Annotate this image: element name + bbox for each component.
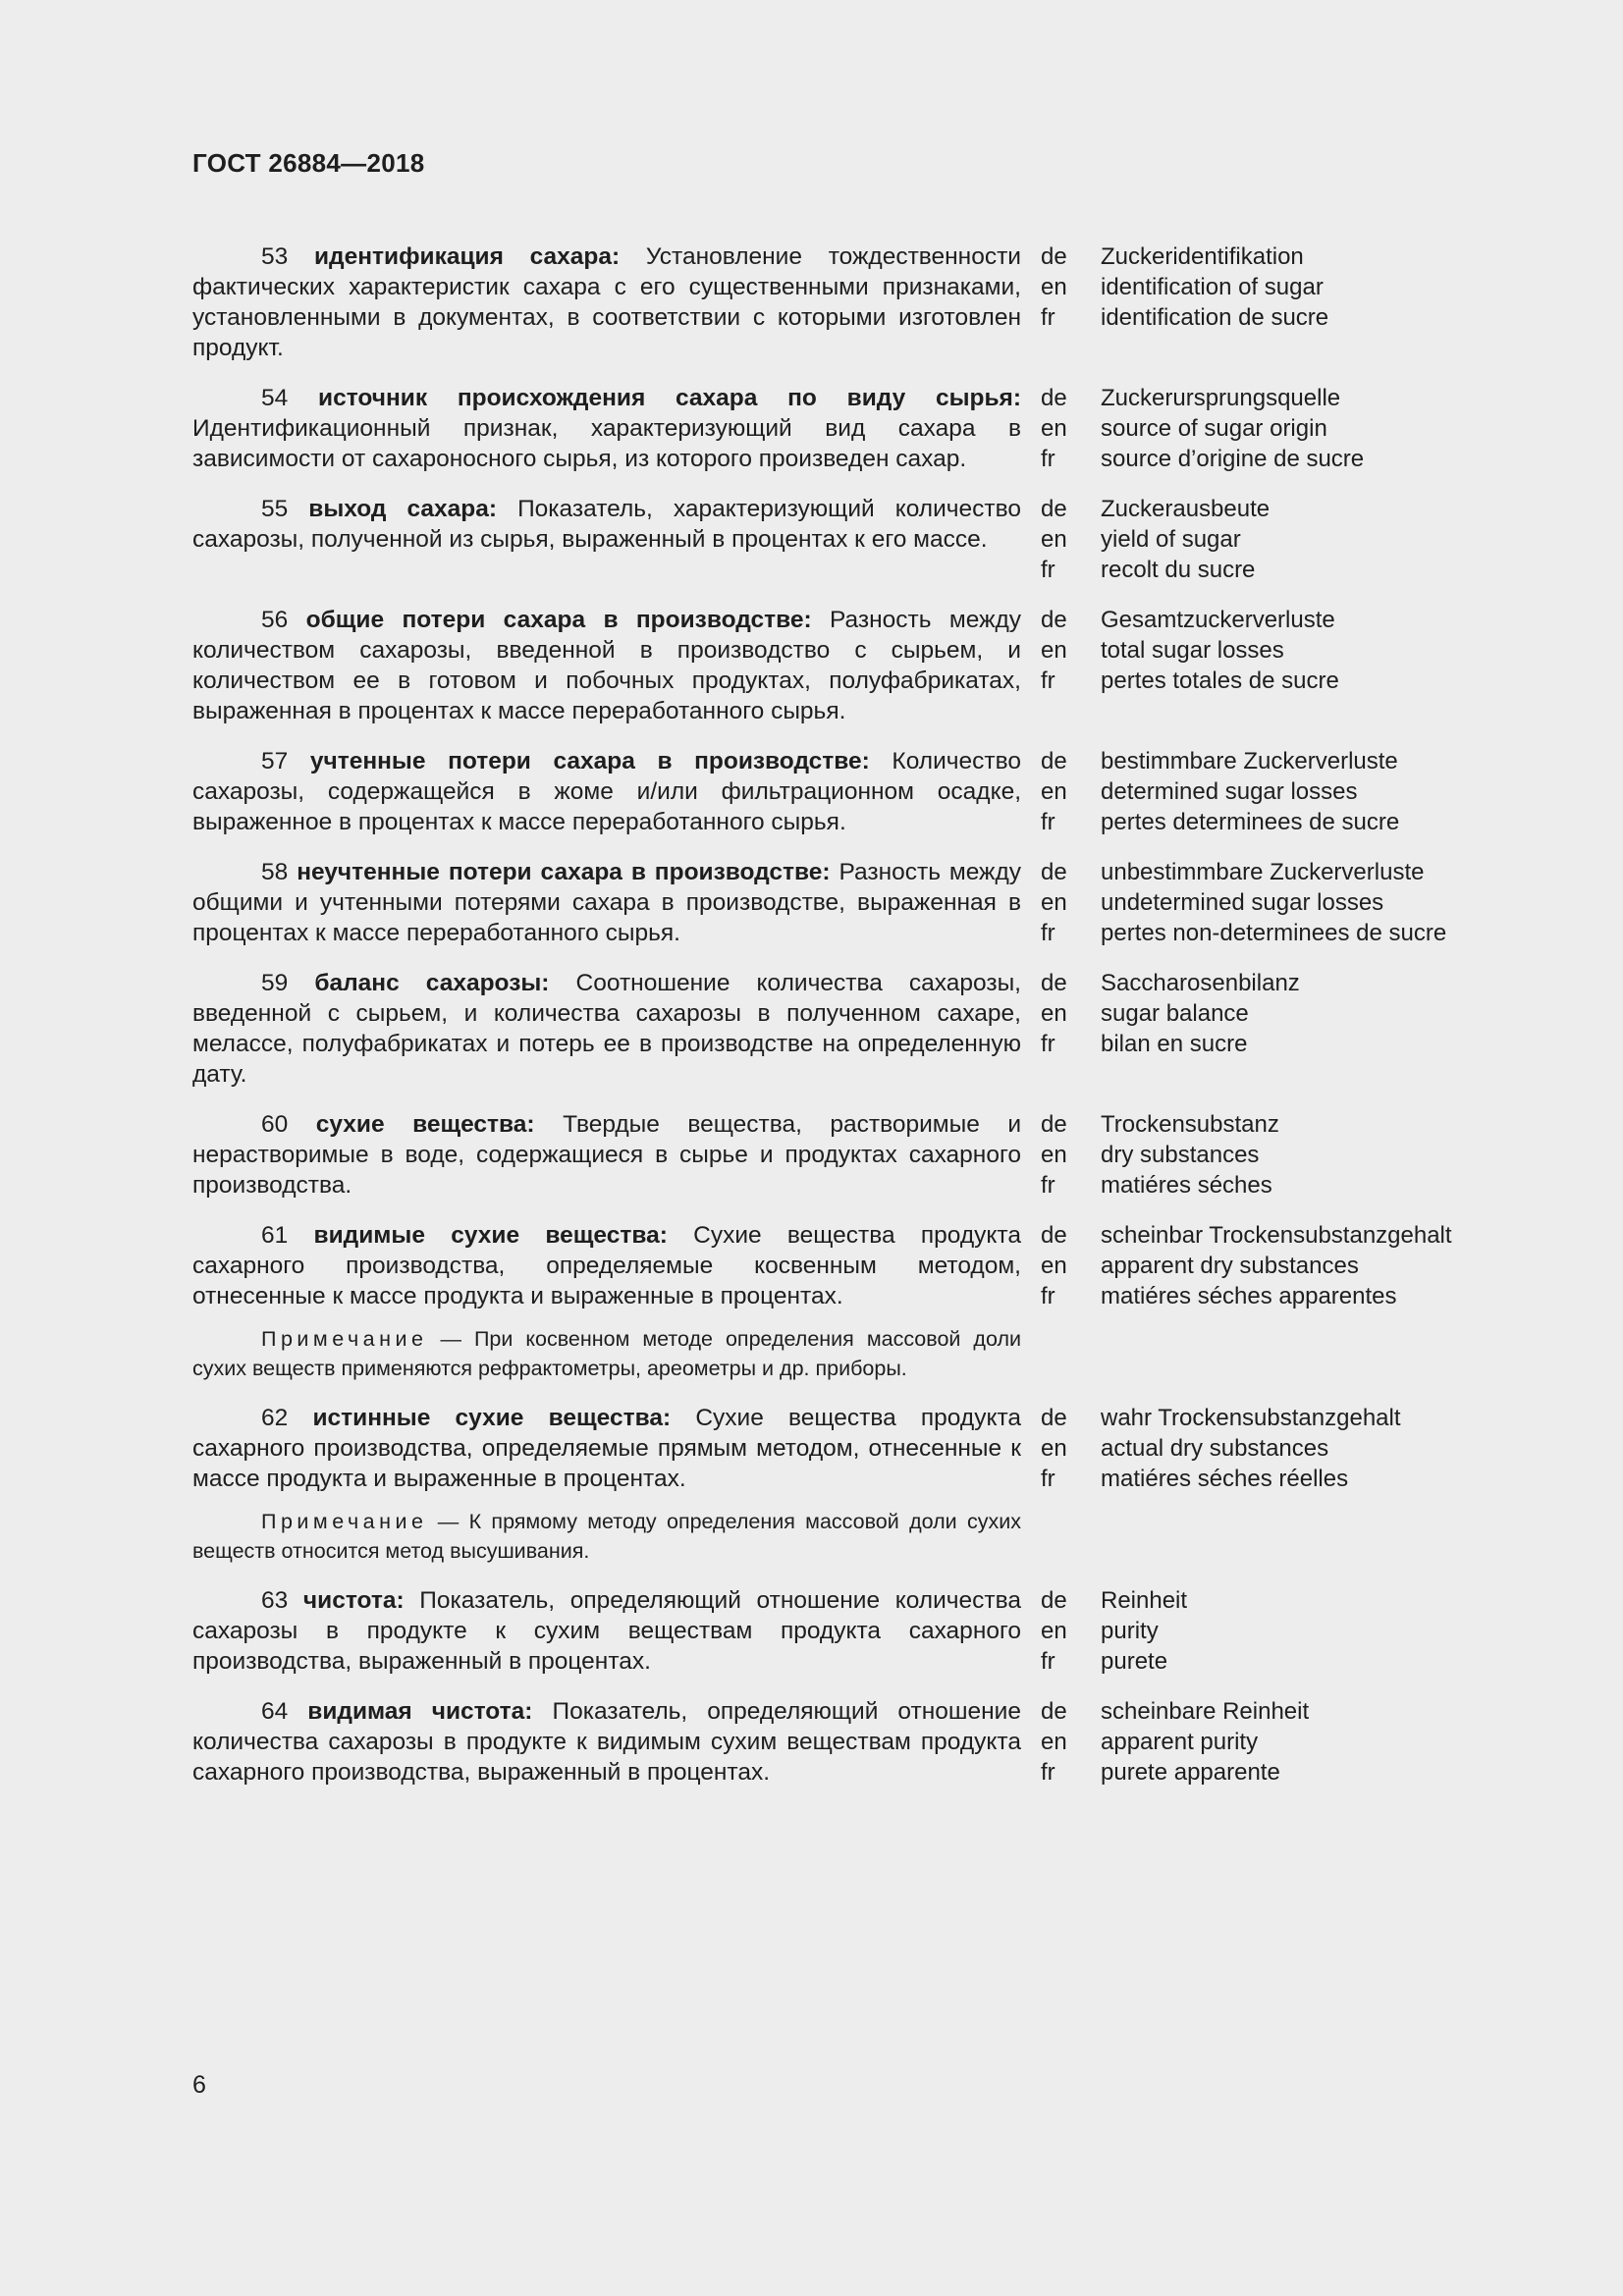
- equivalent-row: [1041, 1696, 1309, 1727]
- equivalent-row: [1041, 1646, 1187, 1677]
- equivalent-row: [1041, 413, 1364, 444]
- language-code: en: [1041, 1000, 1067, 1027]
- equivalent-row: [1041, 887, 1446, 918]
- equivalent-row: [1041, 1585, 1187, 1616]
- foreign-equivalents: [1041, 968, 1300, 1090]
- language-code: fr: [1041, 809, 1055, 835]
- language-code: en: [1041, 1253, 1067, 1279]
- term-name: идентификация сахара:: [313, 243, 621, 270]
- term-name: выход сахара:: [308, 496, 498, 522]
- term-definition: Соотношение количества сахарозы, введенной с сырьем, и количества сахарозы в полученном сахаре, мелассе, полуфабрикатах и потерь ее в производстве на определенную дату.: [192, 970, 1021, 1088]
- language-code: en: [1041, 1142, 1067, 1168]
- equivalent-row: [1041, 494, 1270, 524]
- term-definition-block: [192, 241, 1021, 363]
- term-number: 60: [261, 1111, 289, 1138]
- term-entry: [192, 857, 1488, 948]
- term-number: 59: [261, 970, 289, 996]
- term-definition: Сухие вещества продукта сахарного производства, определяемые косвенным методом, отнесенные к массе продукта и выраженные в процентах.: [192, 1222, 1021, 1309]
- equivalent-row: [1041, 1616, 1187, 1646]
- term-entry: [192, 1403, 1488, 1566]
- term-name: чистота:: [302, 1587, 405, 1614]
- term-entry: [192, 1220, 1488, 1383]
- language-code: de: [1041, 1222, 1067, 1249]
- equivalent-term: pertes non-determinees de sucre: [1101, 920, 1447, 946]
- term-definition: Показатель, определяющий отношение количества сахарозы в продукте к сухим веществам продукта сахарного производства, выраженный в процентах.: [192, 1587, 1022, 1675]
- term-name: сухие вещества:: [315, 1111, 535, 1138]
- equivalent-row: [1041, 1140, 1279, 1170]
- language-code: de: [1041, 1405, 1067, 1431]
- term-paragraph: [192, 241, 1021, 363]
- term-entry: [192, 1696, 1488, 1788]
- equivalent-term: matiéres séches apparentes: [1101, 1283, 1397, 1309]
- term-definition-block: [192, 383, 1021, 474]
- term-paragraph: [192, 1696, 1021, 1788]
- equivalent-term: determined sugar losses: [1101, 778, 1358, 805]
- equivalent-term: wahr Trockensubstanzgehalt: [1101, 1405, 1401, 1431]
- equivalent-term: unbestimmbare Zuckerverluste: [1101, 859, 1425, 885]
- language-code: de: [1041, 385, 1067, 411]
- term-number: 61: [261, 1222, 289, 1249]
- foreign-equivalents: [1041, 1220, 1452, 1383]
- term-paragraph: [192, 968, 1021, 1090]
- language-code: de: [1041, 243, 1067, 270]
- term-number: 53: [261, 243, 289, 270]
- term-paragraph: [192, 383, 1021, 474]
- equivalent-term: undetermined sugar losses: [1101, 889, 1384, 916]
- language-code: fr: [1041, 1759, 1055, 1786]
- equivalent-row: [1041, 1281, 1452, 1311]
- equivalent-term: scheinbar Trockensubstanzgehalt: [1101, 1222, 1452, 1249]
- equivalent-term: apparent purity: [1101, 1729, 1259, 1755]
- equivalent-row: [1041, 383, 1364, 413]
- page-number: 6: [192, 2071, 206, 2099]
- equivalent-row: [1041, 241, 1328, 272]
- language-code: de: [1041, 1111, 1067, 1138]
- language-code: de: [1041, 970, 1067, 996]
- note-label: Примечание: [261, 1327, 428, 1351]
- equivalent-row: [1041, 635, 1339, 666]
- term-definition: Установление тождественности фактических характеристик сахара с его существенными признаками, установленными в документах, в соответствии с которыми изготовлен продукт.: [192, 243, 1021, 361]
- language-code: en: [1041, 274, 1067, 300]
- foreign-equivalents: [1041, 605, 1339, 726]
- language-code: fr: [1041, 1648, 1055, 1675]
- term-number: 58: [261, 859, 289, 885]
- foreign-equivalents: [1041, 383, 1364, 474]
- term-paragraph: [192, 857, 1021, 948]
- term-paragraph: [192, 605, 1021, 726]
- equivalent-row: [1041, 524, 1270, 555]
- equivalent-term: matiéres séches réelles: [1101, 1466, 1349, 1492]
- language-code: fr: [1041, 1031, 1055, 1057]
- term-definition-block: [192, 1403, 1021, 1566]
- equivalent-row: [1041, 1433, 1401, 1464]
- language-code: en: [1041, 1729, 1067, 1755]
- term-definition: Идентификационный признак, характеризующий вид сахара в зависимости от сахароносного сырья, из которого произведен сахар.: [192, 415, 1021, 472]
- term-name: видимая чистота:: [307, 1698, 533, 1725]
- term-entry: [192, 241, 1488, 363]
- equivalent-row: [1041, 605, 1339, 635]
- term-definition-block: [192, 605, 1021, 726]
- term-entry: [192, 1109, 1488, 1201]
- term-definition-block: [192, 494, 1021, 585]
- foreign-equivalents: [1041, 1696, 1309, 1788]
- equivalent-term: identification of sugar: [1101, 274, 1324, 300]
- equivalent-term: purity: [1101, 1618, 1159, 1644]
- equivalent-row: [1041, 857, 1446, 887]
- equivalent-row: [1041, 272, 1328, 302]
- equivalent-term: Zuckerausbeute: [1101, 496, 1271, 522]
- equivalent-term: Reinheit: [1101, 1587, 1188, 1614]
- equivalent-term: dry substances: [1101, 1142, 1260, 1168]
- language-code: en: [1041, 1618, 1067, 1644]
- equivalent-row: [1041, 746, 1399, 776]
- equivalent-term: purete: [1101, 1648, 1168, 1675]
- term-number: 54: [261, 385, 289, 411]
- term-definition: Количество сахарозы, содержащейся в жоме и/или фильтрационном осадке, выраженное в процентах к массе переработанного сырья.: [192, 748, 1021, 835]
- language-code: fr: [1041, 304, 1055, 331]
- language-code: en: [1041, 1435, 1067, 1462]
- language-code: fr: [1041, 446, 1055, 472]
- language-code: en: [1041, 778, 1067, 805]
- term-number: 56: [261, 607, 289, 633]
- equivalent-term: yield of sugar: [1101, 526, 1241, 553]
- term-definition-block: [192, 1696, 1021, 1788]
- equivalent-term: scheinbare Reinheit: [1101, 1698, 1310, 1725]
- foreign-equivalents: [1041, 494, 1270, 585]
- language-code: fr: [1041, 1172, 1055, 1199]
- equivalent-term: Zuckeridentifikation: [1101, 243, 1304, 270]
- equivalent-term: apparent dry substances: [1101, 1253, 1359, 1279]
- equivalent-row: [1041, 998, 1300, 1029]
- equivalent-term: pertes totales de sucre: [1101, 667, 1339, 694]
- language-code: en: [1041, 415, 1067, 442]
- term-number: 64: [261, 1698, 289, 1725]
- term-entry: [192, 1585, 1488, 1677]
- equivalent-term: bilan en sucre: [1101, 1031, 1248, 1057]
- term-name: баланс сахарозы:: [314, 970, 550, 996]
- equivalent-row: [1041, 807, 1399, 837]
- equivalent-term: recolt du sucre: [1101, 557, 1256, 583]
- equivalent-row: [1041, 1029, 1300, 1059]
- language-code: en: [1041, 889, 1067, 916]
- equivalent-row: [1041, 1251, 1452, 1281]
- term-name: учтенные потери сахара в производстве:: [309, 748, 870, 774]
- equivalent-term: source d’origine de sucre: [1101, 446, 1365, 472]
- equivalent-term: purete apparente: [1101, 1759, 1280, 1786]
- equivalent-row: [1041, 918, 1446, 948]
- equivalent-row: [1041, 555, 1270, 585]
- equivalent-row: [1041, 1170, 1279, 1201]
- equivalent-term: bestimmbare Zuckerverluste: [1101, 748, 1398, 774]
- language-code: fr: [1041, 1466, 1055, 1492]
- equivalent-term: Saccharosenbilanz: [1101, 970, 1300, 996]
- equivalent-row: [1041, 1727, 1309, 1757]
- terms-list: [192, 241, 1488, 1807]
- term-definition-block: [192, 1220, 1021, 1383]
- language-code: de: [1041, 607, 1067, 633]
- equivalent-row: [1041, 1220, 1452, 1251]
- term-entry: [192, 605, 1488, 726]
- term-note: [192, 1324, 1021, 1383]
- document-header: ГОСТ 26884—2018: [192, 148, 425, 178]
- equivalent-row: [1041, 302, 1328, 333]
- equivalent-term: pertes determinees de sucre: [1101, 809, 1400, 835]
- equivalent-row: [1041, 1403, 1401, 1433]
- term-name: видимые сухие вещества:: [313, 1222, 668, 1249]
- term-number: 57: [261, 748, 289, 774]
- term-paragraph: [192, 1585, 1021, 1677]
- term-definition-block: [192, 857, 1021, 948]
- note-text: — При косвенном методе определения массовой доли сухих веществ применяются рефрактометры, ареометры и др. приборы.: [192, 1327, 1021, 1380]
- term-definition-block: [192, 1585, 1021, 1677]
- equivalent-term: Zuckerursprungsquelle: [1101, 385, 1341, 411]
- equivalent-row: [1041, 776, 1399, 807]
- term-entry: [192, 968, 1488, 1090]
- foreign-equivalents: [1041, 1403, 1401, 1566]
- note-label: Примечание: [261, 1510, 428, 1533]
- term-definition-block: [192, 746, 1021, 837]
- term-paragraph: [192, 494, 1021, 555]
- term-entry: [192, 383, 1488, 474]
- equivalent-row: [1041, 1109, 1279, 1140]
- equivalent-row: [1041, 1464, 1401, 1494]
- term-paragraph: [192, 1109, 1021, 1201]
- term-definition: Твердые вещества, растворимые и нерастворимые в воде, содержащиеся в сырье и продуктах сахарного производства.: [192, 1111, 1022, 1199]
- foreign-equivalents: [1041, 1109, 1279, 1201]
- foreign-equivalents: [1041, 857, 1446, 948]
- language-code: fr: [1041, 920, 1055, 946]
- language-code: fr: [1041, 557, 1055, 583]
- equivalent-term: total sugar losses: [1101, 637, 1284, 664]
- term-name: истинные сухие вещества:: [312, 1405, 672, 1431]
- equivalent-row: [1041, 666, 1339, 696]
- equivalent-term: Gesamtzuckerverluste: [1101, 607, 1335, 633]
- term-entry: [192, 494, 1488, 585]
- equivalent-term: identification de sucre: [1101, 304, 1329, 331]
- term-paragraph: [192, 1220, 1021, 1311]
- term-definition-block: [192, 1109, 1021, 1201]
- term-definition-block: [192, 968, 1021, 1090]
- term-name: источник происхождения сахара по виду сырья:: [318, 385, 1022, 411]
- term-definition: Разность между общими и учтенными потерями сахара в производстве, выраженная в процентах к массе переработанного сырья.: [192, 859, 1021, 946]
- equivalent-term: Trockensubstanz: [1101, 1111, 1279, 1138]
- language-code: de: [1041, 859, 1067, 885]
- language-code: de: [1041, 1587, 1067, 1614]
- term-paragraph: [192, 1403, 1021, 1494]
- equivalent-term: matiéres séches: [1101, 1172, 1272, 1199]
- language-code: fr: [1041, 667, 1055, 694]
- foreign-equivalents: [1041, 1585, 1187, 1677]
- term-number: 63: [261, 1587, 289, 1614]
- language-code: fr: [1041, 1283, 1055, 1309]
- equivalent-term: source of sugar origin: [1101, 415, 1327, 442]
- equivalent-row: [1041, 444, 1364, 474]
- term-number: 55: [261, 496, 289, 522]
- term-paragraph: [192, 746, 1021, 837]
- term-definition: Разность между количеством сахарозы, введенной в производство с сырьем, и количеством ее в готовом и побочных продуктах, полуфабрикатах, выраженная в процентах к массе переработанного сырья.: [192, 607, 1022, 724]
- language-code: de: [1041, 748, 1067, 774]
- language-code: de: [1041, 496, 1067, 522]
- foreign-equivalents: [1041, 746, 1399, 837]
- term-definition: Сухие вещества продукта сахарного производства, определяемые прямым методом, отнесенные к массе продукта и выраженные в процентах.: [192, 1405, 1022, 1492]
- equivalent-row: [1041, 1757, 1309, 1788]
- term-definition: Показатель, определяющий отношение количества сахарозы в продукте к видимым сухим веществам продукта сахарного производства, выраженный в процентах.: [192, 1698, 1021, 1786]
- term-name: неучтенные потери сахара в производстве:: [297, 859, 831, 885]
- term-number: 62: [261, 1405, 289, 1431]
- equivalent-term: actual dry substances: [1101, 1435, 1329, 1462]
- equivalent-term: sugar balance: [1101, 1000, 1249, 1027]
- term-name: общие потери сахара в производстве:: [305, 607, 812, 633]
- term-definition: Показатель, характеризующий количество сахарозы, полученной из сырья, выраженный в процентах к его массе.: [192, 496, 1021, 553]
- language-code: en: [1041, 526, 1067, 553]
- language-code: de: [1041, 1698, 1067, 1725]
- note-text: — К прямому методу определения массовой доли сухих веществ относится метод высушивания.: [192, 1510, 1021, 1563]
- language-code: en: [1041, 637, 1067, 664]
- equivalent-row: [1041, 968, 1300, 998]
- term-entry: [192, 746, 1488, 837]
- foreign-equivalents: [1041, 241, 1328, 363]
- term-note: [192, 1507, 1021, 1566]
